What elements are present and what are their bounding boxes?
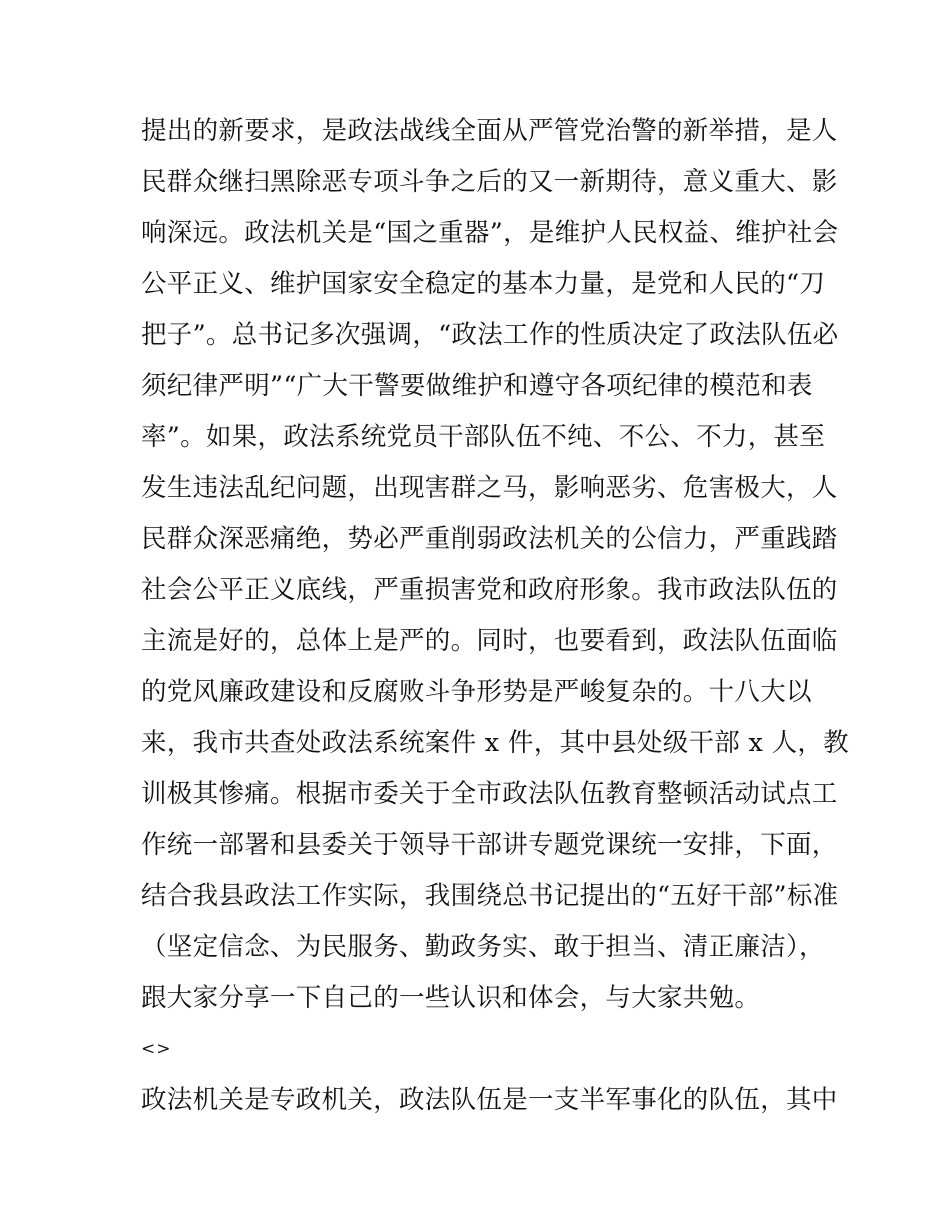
body-text: [141, 106, 849, 1126]
text-line: （坚定信念、为民服务、勤政务实、敢于担当、清正廉洁），: [141, 932, 825, 962]
text-line: 结合我县政法工作实际，我围绕总书记提出的“五好干部”标准: [141, 881, 839, 911]
text-line: 跟大家分享一下自己的一些认识和体会，与大家共勉。: [141, 983, 761, 1013]
text-line: 民群众深恶痛绝，势必严重削弱政法机关的公信力，严重践踏: [141, 524, 838, 554]
text-line: 政法机关是专政机关，政法队伍是一支半军事化的队伍，其中: [141, 1085, 838, 1115]
text-line: 提出的新要求，是政法战线全面从严管党治警的新举措，是人: [141, 116, 838, 146]
text-line: 训极其惨痛。根据市委关于全市政法队伍教育整顿活动试点工: [141, 779, 838, 809]
text-line: 民群众继扫黑除恶专项斗争之后的又一新期待，意义重大、影: [141, 167, 838, 197]
text-line: 公平正义、维护国家安全稳定的基本力量，是党和人民的“刀: [141, 269, 826, 299]
text-line: 的党风廉政建设和反腐败斗争形势是严峻复杂的。十八大以: [141, 677, 812, 707]
text-line: 须纪律严明”“广大干警要做维护和遵守各项纪律的模范和表: [141, 371, 813, 401]
text-line: 社会公平正义底线，严重损害党和政府形象。我市政法队伍的: [141, 575, 838, 605]
text-line: 把子”。总书记多次强调，“政法工作的性质决定了政法队伍必: [141, 320, 839, 350]
text-line: 主流是好的，总体上是严的。同时，也要看到，政法队伍面临: [141, 626, 838, 656]
text-line: 率”。如果，政法系统党员干部队伍不纯、不公、不力，甚至: [141, 422, 826, 452]
text-line: 响深远。政法机关是“国之重器”，是维护人民权益、维护社会: [141, 218, 839, 248]
text-line: 作统一部署和县委关于领导干部讲专题党课统一安排，下面，: [141, 830, 838, 860]
text-line: 发生违法乱纪问题，出现害群之马，影响恶劣、危害极大，人: [141, 473, 838, 503]
section-marker: <>: [141, 1039, 172, 1059]
text-line: 来，我市共查处政法系统案件 x 件，其中县处级干部 x 人，教: [141, 728, 849, 758]
